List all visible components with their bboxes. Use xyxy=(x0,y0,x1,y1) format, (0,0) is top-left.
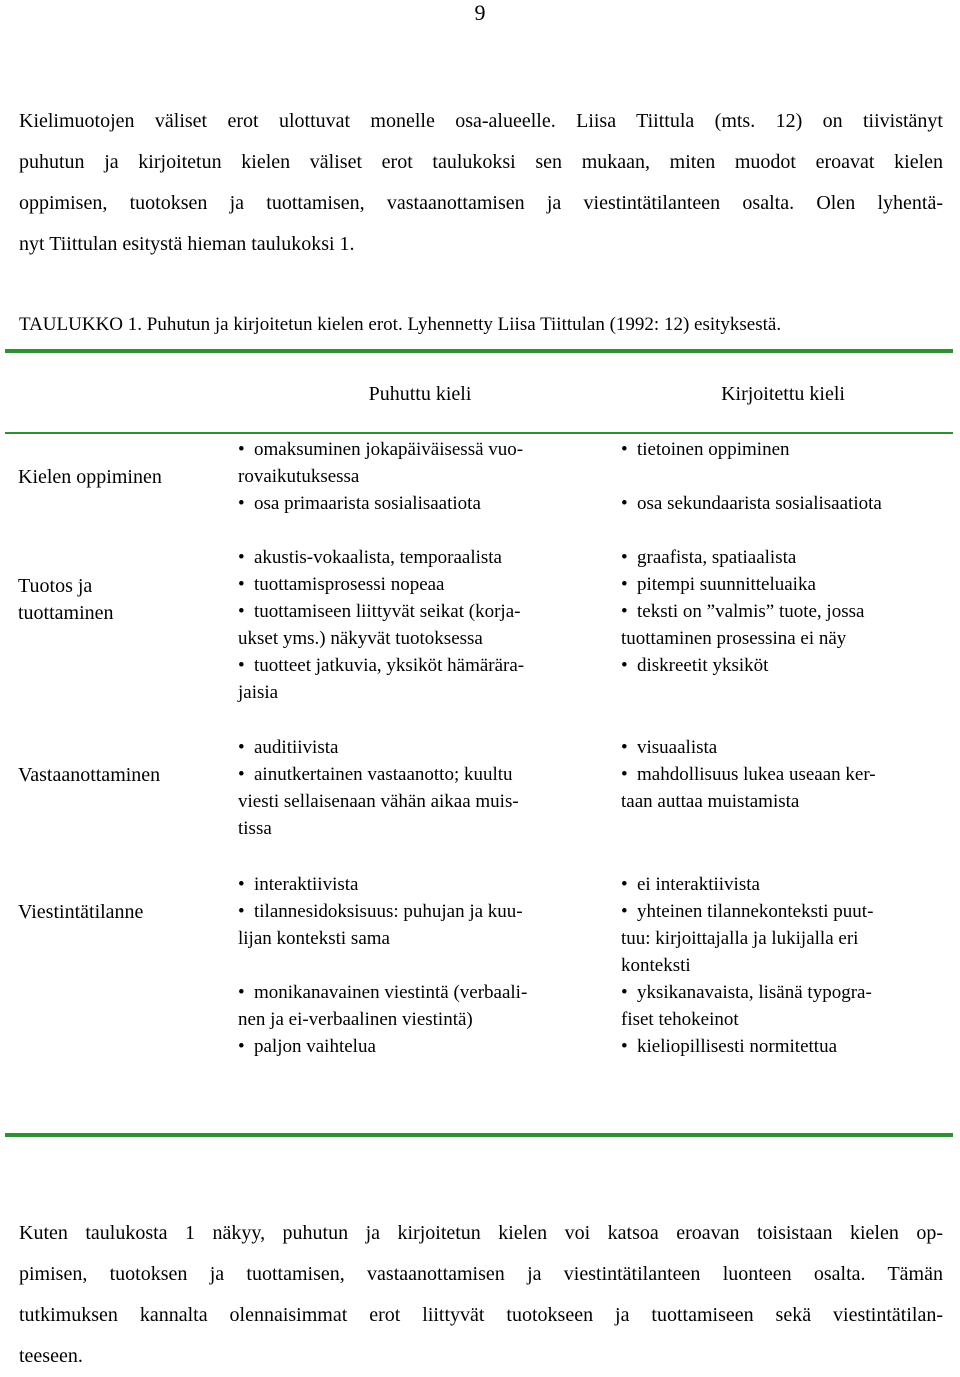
bullet-item xyxy=(621,598,864,625)
bullet-icon: • xyxy=(621,493,628,514)
intro-paragraph xyxy=(19,101,943,265)
bullet-icon: • xyxy=(238,982,245,1003)
bullet-item xyxy=(238,979,527,1006)
bullet-item xyxy=(238,490,523,517)
bullet-item xyxy=(621,1033,873,1060)
table-header-rule xyxy=(5,432,953,434)
bullet-icon: • xyxy=(621,1036,628,1057)
bullet-item-continuation xyxy=(621,925,873,952)
bullet-text: tilannesidoksisuus: puhujan ja kuu- xyxy=(254,901,523,922)
bullet-icon: • xyxy=(238,901,245,922)
paragraph-line: pimisen, tuotoksen ja tuottamisen, vastaanottamisen ja viestintätilanteen luonteen osalta. Tämän xyxy=(19,1263,943,1285)
bullet-icon: • xyxy=(621,655,628,676)
bullet-icon: • xyxy=(238,737,245,758)
bullet-icon: • xyxy=(238,547,245,568)
bullet-text: tietoinen oppiminen xyxy=(637,439,790,460)
cell-written-row-1 xyxy=(621,436,882,517)
bullet-item-continuation xyxy=(238,1006,527,1033)
row-label-line: Vastaanottaminen xyxy=(18,764,161,786)
column-header-spoken: Puhuttu kieli xyxy=(368,383,472,405)
bullet-text: mahdollisuus lukea useaan ker- xyxy=(637,764,876,785)
bullet-text: fiset tehokeinot xyxy=(621,1009,739,1030)
bullet-item xyxy=(238,1033,527,1060)
bullet-item xyxy=(238,761,519,788)
bullet-text: omaksuminen jokapäiväisessä vuo- xyxy=(254,439,524,460)
bullet-item-continuation xyxy=(238,679,524,706)
bullet-item-continuation xyxy=(621,1006,873,1033)
row-label-vastaanottaminen xyxy=(18,762,160,789)
bullet-item xyxy=(621,979,873,1006)
bullet-icon: • xyxy=(238,493,245,514)
bullet-item-continuation xyxy=(238,815,519,842)
bullet-item xyxy=(621,490,882,517)
bullet-text: ei interaktiivista xyxy=(637,874,760,895)
bullet-text: paljon vaihtelua xyxy=(254,1036,376,1057)
paragraph-line: Kielimuotojen väliset erot ulottuvat monelle osa-alueelle. Liisa Tiittula (mts. 12) on tiivistänyt xyxy=(19,110,943,132)
row-label-line: Tuotos ja xyxy=(18,575,93,597)
bullet-item xyxy=(621,734,876,761)
bullet-icon: • xyxy=(238,874,245,895)
table-caption: TAULUKKO 1. Puhutun ja kirjoitetun kielen erot. Lyhennetty Liisa Tiittulan (1992: 12) esityksestä. xyxy=(19,314,782,335)
row-label-viestintatilanne xyxy=(18,899,143,926)
row-label-line: Viestintätilanne xyxy=(18,901,144,923)
bullet-item-continuation xyxy=(621,625,864,652)
closing-paragraph xyxy=(19,1213,943,1377)
bullet-text: kieliopillisesti normitettua xyxy=(637,1036,838,1057)
paragraph-line: teeseen. xyxy=(19,1345,83,1367)
bullet-item-continuation xyxy=(621,952,873,979)
bullet-text: graafista, spatiaalista xyxy=(637,547,797,568)
bullet-icon: • xyxy=(238,655,245,676)
bullet-text: tissa xyxy=(238,818,272,839)
bullet-item xyxy=(621,898,873,925)
bullet-icon: • xyxy=(621,901,628,922)
bullet-item xyxy=(621,652,864,679)
cell-spoken-row-1 xyxy=(238,436,523,517)
paragraph-line: nyt Tiittulan esitystä hieman taulukoksi 1. xyxy=(19,233,355,255)
bullet-text: interaktiivista xyxy=(254,874,359,895)
bullet-text: ukset yms.) näkyvät tuotoksessa xyxy=(238,628,483,649)
cell-written-row-4 xyxy=(621,871,873,1060)
bullet-text: konteksti xyxy=(621,955,691,976)
bullet-text: yhteinen tilannekonteksti puut- xyxy=(637,901,874,922)
bullet-item-continuation xyxy=(238,925,527,952)
bullet-item xyxy=(621,436,882,463)
table-top-rule xyxy=(5,349,953,353)
bullet-icon: • xyxy=(621,737,628,758)
row-label-kielen-oppiminen xyxy=(18,464,162,491)
bullet-text: diskreetit yksiköt xyxy=(637,655,769,676)
bullet-item xyxy=(238,898,527,925)
bullet-text: ainutkertainen vastaanotto; kuultu xyxy=(254,764,513,785)
bullet-text: osa sekundaarista sosialisaatiota xyxy=(637,493,882,514)
bullet-text: tuottaminen prosessina ei näy xyxy=(621,628,847,649)
bullet-icon: • xyxy=(621,547,628,568)
bullet-icon: • xyxy=(621,982,628,1003)
bullet-icon: • xyxy=(621,601,628,622)
cell-gap xyxy=(621,463,882,490)
bullet-icon: • xyxy=(238,601,245,622)
page-number: 9 xyxy=(474,0,486,25)
paragraph-line: puhutun ja kirjoitetun kielen väliset erot taulukoksi sen mukaan, miten muodot eroavat kielen xyxy=(19,151,943,173)
bullet-item-continuation xyxy=(238,625,524,652)
bullet-item xyxy=(238,652,524,679)
paragraph-line: tutkimuksen kannalta olennaisimmat erot liittyvät tuotokseen ja tuottamiseen sekä viestintätilan- xyxy=(19,1304,943,1326)
bullet-icon: • xyxy=(238,439,245,460)
bullet-icon: • xyxy=(621,574,628,595)
bullet-item-continuation xyxy=(238,788,519,815)
bullet-item xyxy=(621,871,873,898)
bullet-text: monikanavainen viestintä (verbaali- xyxy=(254,982,528,1003)
bullet-item xyxy=(621,571,864,598)
bullet-item xyxy=(238,871,527,898)
cell-spoken-row-2 xyxy=(238,544,524,706)
bullet-text: pitempi suunnitteluaika xyxy=(637,574,816,595)
bullet-text: rovaikutuksessa xyxy=(238,466,360,487)
bullet-icon: • xyxy=(238,574,245,595)
bullet-item xyxy=(238,734,519,761)
cell-written-row-3 xyxy=(621,734,876,815)
bullet-item-continuation xyxy=(238,463,523,490)
bullet-text: viesti sellaisenaan vähän aikaa muis- xyxy=(238,791,519,812)
row-label-line: tuottaminen xyxy=(18,602,114,624)
row-label-tuotos xyxy=(18,573,114,627)
bullet-item xyxy=(238,571,524,598)
paragraph-line: oppimisen, tuotoksen ja tuottamisen, vastaanottamisen ja viestintätilanteen osalta. Olen lyhentä- xyxy=(19,192,943,214)
cell-gap xyxy=(238,952,527,979)
column-header-written: Kirjoitettu kieli xyxy=(721,383,845,405)
bullet-icon: • xyxy=(238,1036,245,1057)
bullet-text: visuaalista xyxy=(637,737,718,758)
bullet-icon: • xyxy=(621,439,628,460)
bullet-text: akustis-vokaalista, temporaalista xyxy=(254,547,502,568)
bullet-item xyxy=(238,598,524,625)
bullet-icon: • xyxy=(238,764,245,785)
bullet-icon: • xyxy=(621,874,628,895)
paragraph-line: Kuten taulukosta 1 näkyy, puhutun ja kirjoitetun kielen voi katsoa eroavan toisistaan kielen op- xyxy=(19,1222,943,1244)
bullet-text: lijan konteksti sama xyxy=(238,928,390,949)
bullet-item xyxy=(238,436,523,463)
bullet-item-continuation xyxy=(621,788,876,815)
bullet-item xyxy=(238,544,524,571)
bullet-text: auditiivista xyxy=(254,737,339,758)
row-label-line: Kielen oppiminen xyxy=(18,466,162,488)
bullet-item xyxy=(621,761,876,788)
bullet-item xyxy=(621,544,864,571)
cell-written-row-2 xyxy=(621,544,864,679)
bullet-text: osa primaarista sosialisaatiota xyxy=(254,493,481,514)
bullet-text: taan auttaa muistamista xyxy=(621,791,800,812)
cell-spoken-row-4 xyxy=(238,871,527,1060)
table-bottom-rule xyxy=(5,1133,953,1137)
bullet-text: jaisia xyxy=(238,682,279,703)
bullet-text: teksti on ”valmis” tuote, jossa xyxy=(637,601,865,622)
bullet-text: tuottamisprosessi nopeaa xyxy=(254,574,445,595)
bullet-text: tuu: kirjoittajalla ja lukijalla eri xyxy=(621,928,859,949)
bullet-icon: • xyxy=(621,764,628,785)
bullet-text: nen ja ei-verbaalinen viestintä) xyxy=(238,1009,473,1030)
bullet-text: tuottamiseen liittyvät seikat (korja- xyxy=(254,601,521,622)
cell-spoken-row-3 xyxy=(238,734,519,842)
bullet-text: yksikanavaista, lisänä typogra- xyxy=(637,982,872,1003)
bullet-text: tuotteet jatkuvia, yksiköt hämärära- xyxy=(254,655,525,676)
